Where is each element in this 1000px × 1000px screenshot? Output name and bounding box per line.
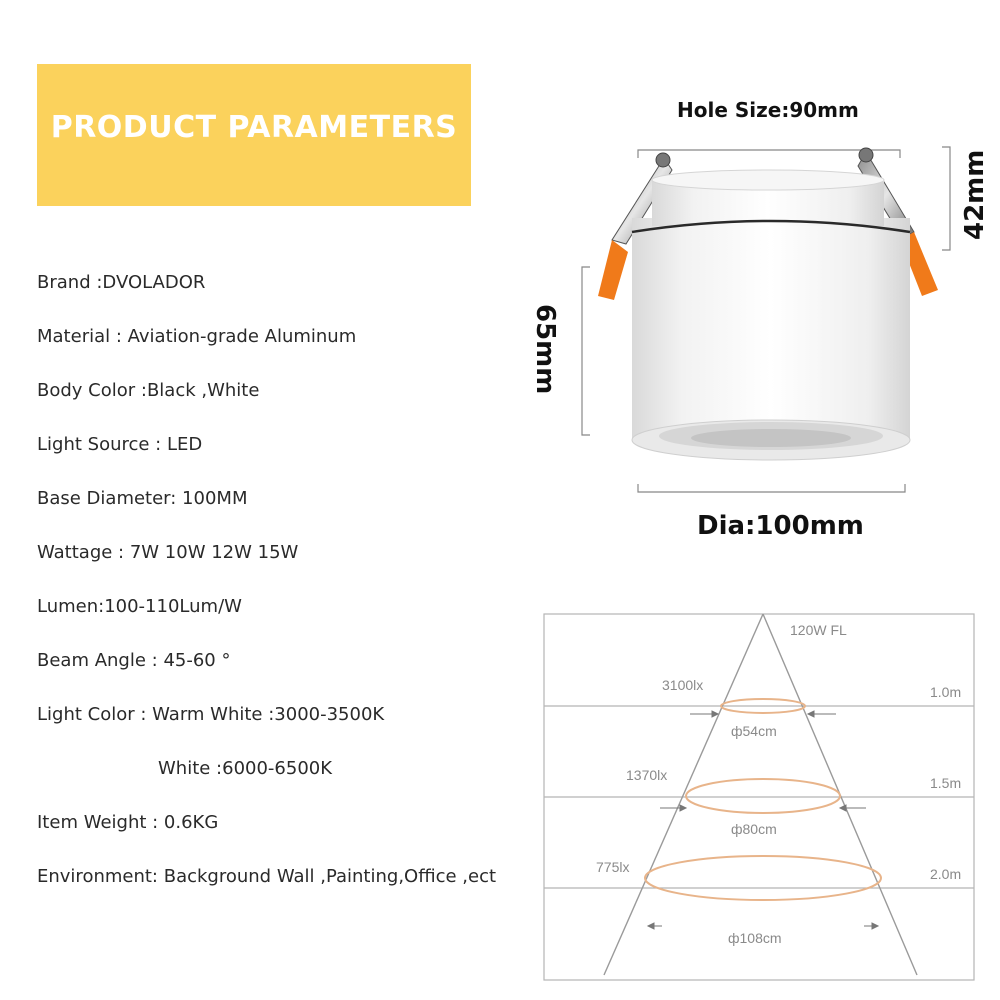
lux-1: 3100lx	[662, 677, 704, 693]
beam-grid	[544, 614, 974, 980]
distance-1: 1.0m	[930, 684, 962, 700]
diameter-arrows	[648, 711, 878, 929]
spec-base-diameter: Base Diameter: 100MM	[37, 488, 248, 509]
beam-diagram	[540, 608, 980, 984]
product-dimension-drawing	[560, 120, 1000, 530]
spec-environment: Environment: Background Wall ,Painting,Office ,ect	[37, 866, 497, 887]
parameters-banner	[37, 64, 471, 206]
height-body-label: 65mm	[530, 304, 560, 395]
spec-light-color-white: White :6000-6500K	[158, 758, 333, 779]
spec-item-weight: Item Weight : 0.6KG	[37, 812, 219, 833]
diameter-3: ф108cm	[728, 930, 782, 946]
spec-material: Material : Aviation-grade Aluminum	[37, 326, 357, 347]
diameter-1: ф54cm	[731, 723, 777, 739]
spec-body-color: Body Color :Black ,White	[37, 380, 260, 401]
distance-2: 1.5m	[930, 775, 962, 791]
height-top-label: 42mm	[960, 149, 990, 240]
spec-brand: Brand :DVOLADOR	[37, 272, 206, 293]
lux-2: 1370lx	[626, 767, 668, 783]
spec-lumen: Lumen:100-110Lum/W	[37, 596, 242, 617]
lamp-label: 120W FL	[790, 622, 847, 638]
diameter-2: ф80cm	[731, 821, 777, 837]
distance-3: 2.0m	[930, 866, 962, 882]
beam-cone	[604, 614, 917, 975]
diameter-label: Dia:100mm	[697, 511, 864, 541]
banner-title: PRODUCT PARAMETERS	[50, 110, 458, 145]
spec-beam-angle: Beam Angle : 45-60 °	[37, 650, 231, 671]
spec-light-source: Light Source : LED	[37, 434, 203, 455]
downlight-body	[632, 170, 910, 460]
lux-3: 775lx	[596, 859, 630, 875]
spec-wattage: Wattage : 7W 10W 12W 15W	[37, 542, 299, 563]
hole-size-label: Hole Size:90mm	[677, 98, 859, 122]
spec-light-color: Light Color : Warm White :3000-3500K	[37, 704, 385, 725]
